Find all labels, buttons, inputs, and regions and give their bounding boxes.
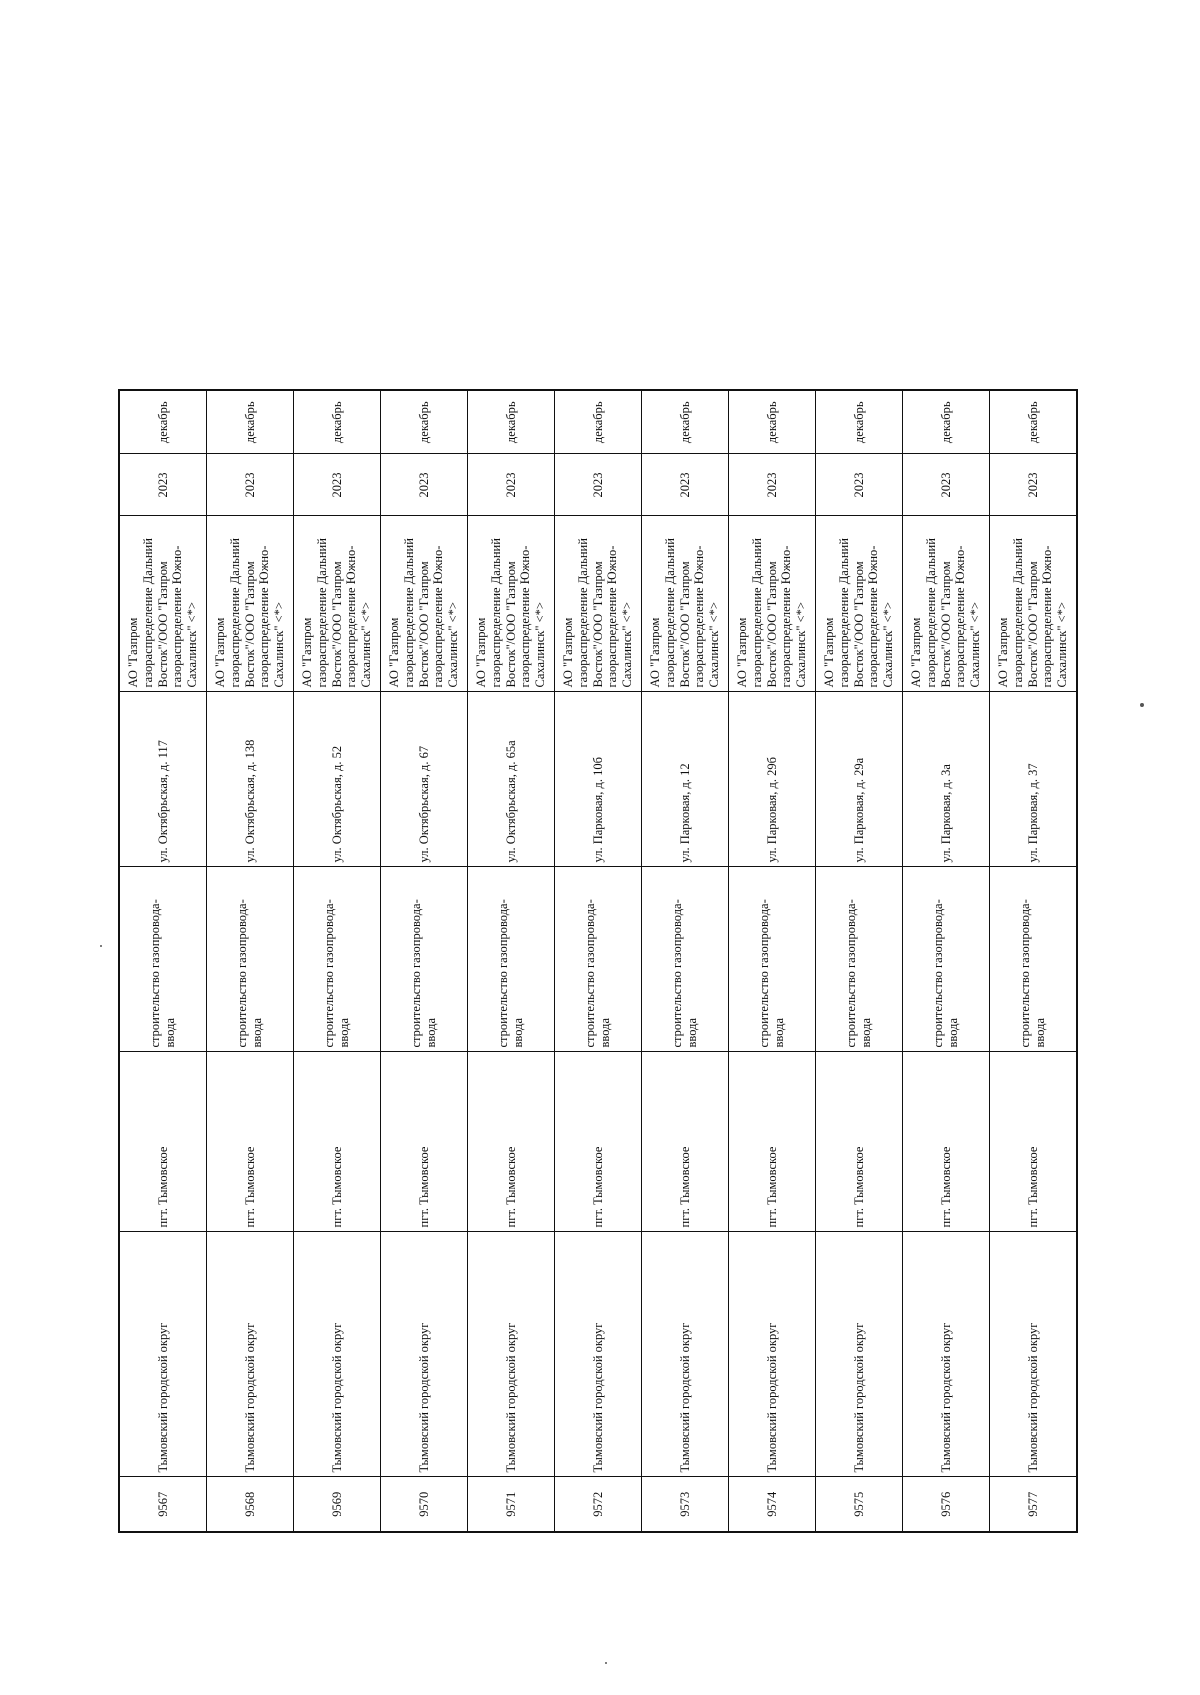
cell-contractor: АО "Газпром газораспределение Дальний Восток"/ООО "Газпром газораспределение Южно-Сахалинск" <*> bbox=[902, 516, 989, 692]
cell-municipality: Тымовский городской округ bbox=[728, 1232, 815, 1477]
scan-speck bbox=[1140, 703, 1144, 707]
table-row bbox=[467, 390, 554, 1532]
cell-settlement: пгт. Тымовское bbox=[119, 1052, 207, 1232]
table-row bbox=[381, 390, 468, 1532]
cell-contractor: АО "Газпром газораспределение Дальний Восток"/ООО "Газпром газораспределение Южно-Сахалинск" <*> bbox=[381, 516, 468, 692]
cell-contractor: АО "Газпром газораспределение Дальний Восток"/ООО "Газпром газораспределение Южно-Сахалинск" <*> bbox=[554, 516, 641, 692]
cell-settlement: пгт. Тымовское bbox=[554, 1052, 641, 1232]
cell-municipality: Тымовский городской округ bbox=[989, 1232, 1077, 1477]
cell-month: декабрь bbox=[207, 390, 294, 454]
table-row bbox=[902, 390, 989, 1532]
cell-address: ул. Октябрьская, д. 67 bbox=[381, 692, 468, 867]
cell-settlement: пгт. Тымовское bbox=[381, 1052, 468, 1232]
cell-address: ул. Октябрьская, д. 117 bbox=[119, 692, 207, 867]
cell-year: 2023 bbox=[554, 454, 641, 516]
cell-address: ул. Парковая, д. 12 bbox=[641, 692, 728, 867]
cell-number: 9572 bbox=[554, 1477, 641, 1532]
cell-work-type: строительство газопровода-ввода bbox=[294, 867, 381, 1052]
cell-number: 9571 bbox=[467, 1477, 554, 1532]
cell-year: 2023 bbox=[641, 454, 728, 516]
table-row bbox=[989, 390, 1077, 1532]
table-row bbox=[554, 390, 641, 1532]
table-body bbox=[119, 390, 1077, 1532]
cell-number: 9573 bbox=[641, 1477, 728, 1532]
rotated-table-sheet bbox=[118, 391, 1078, 1533]
scan-speck bbox=[605, 1662, 607, 1664]
cell-contractor: АО "Газпром газораспределение Дальний Восток"/ООО "Газпром газораспределение Южно-Сахалинск" <*> bbox=[989, 516, 1077, 692]
cell-contractor: АО "Газпром газораспределение Дальний Восток"/ООО "Газпром газораспределение Южно-Сахалинск" <*> bbox=[641, 516, 728, 692]
cell-municipality: Тымовский городской округ bbox=[641, 1232, 728, 1477]
cell-number: 9576 bbox=[902, 1477, 989, 1532]
cell-municipality: Тымовский городской округ bbox=[381, 1232, 468, 1477]
cell-month: декабрь bbox=[294, 390, 381, 454]
cell-work-type: строительство газопровода-ввода bbox=[815, 867, 902, 1052]
cell-work-type: строительство газопровода-ввода bbox=[207, 867, 294, 1052]
cell-municipality: Тымовский городской округ bbox=[554, 1232, 641, 1477]
cell-month: декабрь bbox=[554, 390, 641, 454]
cell-address: ул. Парковая, д. 29б bbox=[728, 692, 815, 867]
cell-number: 9574 bbox=[728, 1477, 815, 1532]
table-row bbox=[207, 390, 294, 1532]
cell-address: ул. Парковая, д. 3а bbox=[902, 692, 989, 867]
cell-work-type: строительство газопровода-ввода bbox=[119, 867, 207, 1052]
cell-municipality: Тымовский городской округ bbox=[119, 1232, 207, 1477]
cell-municipality: Тымовский городской округ bbox=[902, 1232, 989, 1477]
cell-settlement: пгт. Тымовское bbox=[902, 1052, 989, 1232]
cell-month: декабрь bbox=[641, 390, 728, 454]
cell-work-type: строительство газопровода-ввода bbox=[554, 867, 641, 1052]
cell-month: декабрь bbox=[381, 390, 468, 454]
cell-municipality: Тымовский городской округ bbox=[207, 1232, 294, 1477]
cell-contractor: АО "Газпром газораспределение Дальний Восток"/ООО "Газпром газораспределение Южно-Сахалинск" <*> bbox=[207, 516, 294, 692]
cell-year: 2023 bbox=[815, 454, 902, 516]
gas-connection-table bbox=[118, 389, 1078, 1533]
cell-year: 2023 bbox=[381, 454, 468, 516]
cell-address: ул. Парковая, д. 37 bbox=[989, 692, 1077, 867]
cell-address: ул. Парковая, д. 29а bbox=[815, 692, 902, 867]
cell-work-type: строительство газопровода-ввода bbox=[989, 867, 1077, 1052]
table-row bbox=[294, 390, 381, 1532]
cell-number: 9577 bbox=[989, 1477, 1077, 1532]
cell-work-type: строительство газопровода-ввода bbox=[641, 867, 728, 1052]
cell-contractor: АО "Газпром газораспределение Дальний Восток"/ООО "Газпром газораспределение Южно-Сахалинск" <*> bbox=[728, 516, 815, 692]
cell-year: 2023 bbox=[989, 454, 1077, 516]
cell-number: 9567 bbox=[119, 1477, 207, 1532]
cell-work-type: строительство газопровода-ввода bbox=[381, 867, 468, 1052]
cell-month: декабрь bbox=[467, 390, 554, 454]
scan-speck bbox=[100, 945, 102, 947]
cell-year: 2023 bbox=[294, 454, 381, 516]
cell-settlement: пгт. Тымовское bbox=[815, 1052, 902, 1232]
cell-municipality: Тымовский городской округ bbox=[294, 1232, 381, 1477]
cell-contractor: АО "Газпром газораспределение Дальний Восток"/ООО "Газпром газораспределение Южно-Сахалинск" <*> bbox=[815, 516, 902, 692]
cell-settlement: пгт. Тымовское bbox=[294, 1052, 381, 1232]
cell-address: ул. Октябрьская, д. 65а bbox=[467, 692, 554, 867]
cell-settlement: пгт. Тымовское bbox=[989, 1052, 1077, 1232]
cell-contractor: АО "Газпром газораспределение Дальний Восток"/ООО "Газпром газораспределение Южно-Сахалинск" <*> bbox=[294, 516, 381, 692]
cell-work-type: строительство газопровода-ввода bbox=[467, 867, 554, 1052]
table-row bbox=[641, 390, 728, 1532]
cell-month: декабрь bbox=[989, 390, 1077, 454]
cell-municipality: Тымовский городской округ bbox=[467, 1232, 554, 1477]
cell-address: ул. Октябрьская, д. 138 bbox=[207, 692, 294, 867]
cell-contractor: АО "Газпром газораспределение Дальний Восток"/ООО "Газпром газораспределение Южно-Сахалинск" <*> bbox=[467, 516, 554, 692]
cell-settlement: пгт. Тымовское bbox=[467, 1052, 554, 1232]
cell-municipality: Тымовский городской округ bbox=[815, 1232, 902, 1477]
cell-month: декабрь bbox=[815, 390, 902, 454]
cell-work-type: строительство газопровода-ввода bbox=[902, 867, 989, 1052]
table-row bbox=[119, 390, 207, 1532]
cell-month: декабрь bbox=[119, 390, 207, 454]
cell-work-type: строительство газопровода-ввода bbox=[728, 867, 815, 1052]
cell-year: 2023 bbox=[119, 454, 207, 516]
cell-contractor: АО "Газпром газораспределение Дальний Восток"/ООО "Газпром газораспределение Южно-Сахалинск" <*> bbox=[119, 516, 207, 692]
cell-month: декабрь bbox=[902, 390, 989, 454]
cell-number: 9569 bbox=[294, 1477, 381, 1532]
table-row bbox=[728, 390, 815, 1532]
cell-settlement: пгт. Тымовское bbox=[641, 1052, 728, 1232]
cell-year: 2023 bbox=[902, 454, 989, 516]
cell-settlement: пгт. Тымовское bbox=[728, 1052, 815, 1232]
cell-address: ул. Парковая, д. 10б bbox=[554, 692, 641, 867]
cell-number: 9568 bbox=[207, 1477, 294, 1532]
cell-month: декабрь bbox=[728, 390, 815, 454]
cell-address: ул. Октябрьская, д. 52 bbox=[294, 692, 381, 867]
cell-year: 2023 bbox=[728, 454, 815, 516]
cell-number: 9575 bbox=[815, 1477, 902, 1532]
cell-year: 2023 bbox=[207, 454, 294, 516]
cell-settlement: пгт. Тымовское bbox=[207, 1052, 294, 1232]
cell-year: 2023 bbox=[467, 454, 554, 516]
table-row bbox=[815, 390, 902, 1532]
cell-number: 9570 bbox=[381, 1477, 468, 1532]
